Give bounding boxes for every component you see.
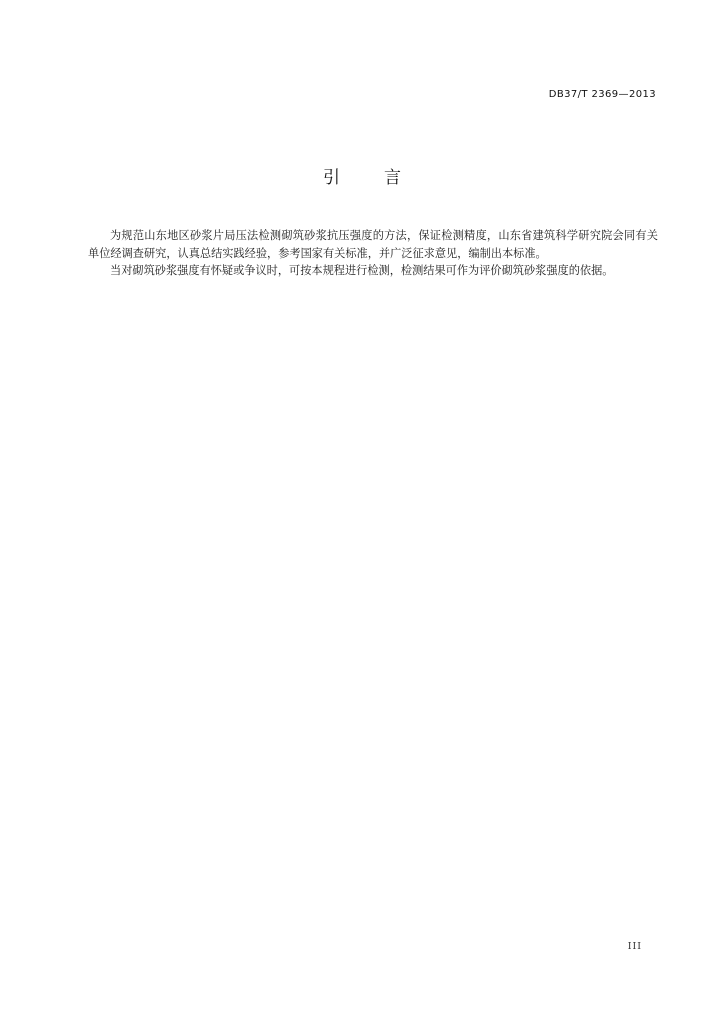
paragraph: 当对砌筑砂浆强度有怀疑或争议时，可按本规程进行检测，检测结果可作为评价砌筑砂浆强度的依据。 — [110, 264, 614, 277]
section-title — [0, 163, 724, 188]
section-title-char-2: 言 — [384, 168, 401, 188]
section-title-char-1: 引 — [323, 168, 340, 188]
standard-code-header: DB37/T 2369—2013 — [548, 89, 656, 100]
page-number: III — [627, 941, 642, 952]
paragraph: 为规范山东地区砂浆片局压法检测砌筑砂浆抗压强度的方法，保证检测精度，山东省建筑科学研究院会同有关单位经调查研究，认真总结实践经验，参考国家有关标准，并广泛征求意见，编制出本标准。 — [88, 229, 658, 260]
introduction-body — [88, 227, 658, 280]
